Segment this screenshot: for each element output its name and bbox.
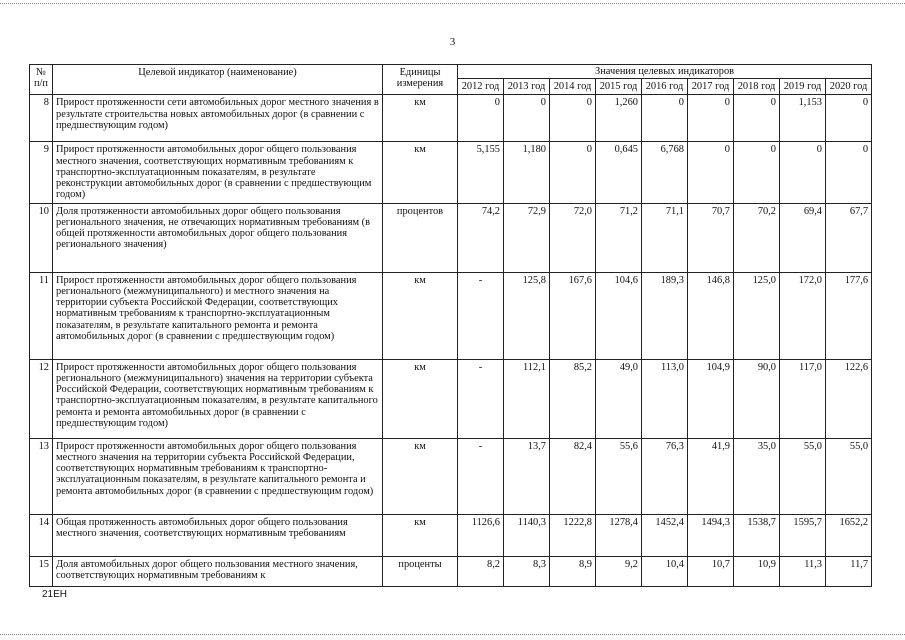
value-cell: 8,2 xyxy=(458,556,504,586)
value-cell: 172,0 xyxy=(780,272,826,359)
value-cell: 82,4 xyxy=(550,438,596,514)
table-row xyxy=(30,514,872,556)
value-cell: 0 xyxy=(550,95,596,142)
value-cell: 35,0 xyxy=(734,438,780,514)
value-cell: 104,9 xyxy=(688,359,734,438)
header-year: 2016 год xyxy=(642,79,688,95)
value-cell: 41,9 xyxy=(688,438,734,514)
value-cell: 0 xyxy=(458,95,504,142)
header-year: 2012 год xyxy=(458,79,504,95)
value-cell: 74,2 xyxy=(458,203,504,272)
table-row xyxy=(30,438,872,514)
value-cell: 55,0 xyxy=(826,438,872,514)
value-cell: 8,3 xyxy=(504,556,550,586)
unit-cell: проценты xyxy=(383,556,458,586)
value-cell: 9,2 xyxy=(596,556,642,586)
header-year: 2017 год xyxy=(688,79,734,95)
header-values: Значения целевых индикаторов xyxy=(458,65,872,79)
value-cell: 55,0 xyxy=(780,438,826,514)
indicators-table xyxy=(29,64,872,587)
table-row xyxy=(30,203,872,272)
value-cell: 1494,3 xyxy=(688,514,734,556)
value-cell: - xyxy=(458,359,504,438)
header-year: 2019 год xyxy=(780,79,826,95)
indicator-name: Прирост протяженности автомобильных дорог общего пользования регионального (межмуниципального) и местного значения на территории субъекта Российской Федерации, соответствующих нормативным требованиям к транспортно-эксплуатационным показателям, в результате капитального ремонта и ремонта автомобильных дорог (в сравнении с предшествующим годом) xyxy=(53,272,383,359)
row-number: 13 xyxy=(30,438,53,514)
value-cell: - xyxy=(458,272,504,359)
value-cell: - xyxy=(458,438,504,514)
table-row xyxy=(30,272,872,359)
value-cell: 11,3 xyxy=(780,556,826,586)
indicator-name: Прирост протяженности автомобильных дорог общего пользования регионального (межмуниципального) значения на территории субъекта Российской Федерации, соответствующих нормативным требованиям к транспортно-эксплуатационным показателям, в результате капитального ремонта и ремонта автомобильных дорог (в сравнении с предшествующим годом) xyxy=(53,359,383,438)
value-cell: 104,6 xyxy=(596,272,642,359)
row-number: 8 xyxy=(30,95,53,142)
row-number: 14 xyxy=(30,514,53,556)
value-cell: 1652,2 xyxy=(826,514,872,556)
row-number: 11 xyxy=(30,272,53,359)
value-cell: 146,8 xyxy=(688,272,734,359)
value-cell: 0 xyxy=(688,95,734,142)
value-cell: 189,3 xyxy=(642,272,688,359)
page-number: 3 xyxy=(449,36,456,48)
value-cell: 0 xyxy=(550,142,596,203)
row-number: 12 xyxy=(30,359,53,438)
value-cell: 11,7 xyxy=(826,556,872,586)
value-cell: 0 xyxy=(734,142,780,203)
value-cell: 1,180 xyxy=(504,142,550,203)
value-cell: 71,2 xyxy=(596,203,642,272)
value-cell: 1278,4 xyxy=(596,514,642,556)
value-cell: 10,9 xyxy=(734,556,780,586)
value-cell: 90,0 xyxy=(734,359,780,438)
value-cell: 8,9 xyxy=(550,556,596,586)
header-year: 2018 год xyxy=(734,79,780,95)
value-cell: 49,0 xyxy=(596,359,642,438)
table-row xyxy=(30,556,872,586)
value-cell: 70,2 xyxy=(734,203,780,272)
value-cell: 0 xyxy=(688,142,734,203)
header-name: Целевой индикатор (наименование) xyxy=(53,65,383,95)
value-cell: 125,0 xyxy=(734,272,780,359)
row-number: 15 xyxy=(30,556,53,586)
value-cell: 69,4 xyxy=(780,203,826,272)
value-cell: 10,4 xyxy=(642,556,688,586)
value-cell: 177,6 xyxy=(826,272,872,359)
table-row xyxy=(30,95,872,142)
table-body xyxy=(30,95,872,586)
footer-code: 21ЕН xyxy=(42,589,68,600)
unit-cell: км xyxy=(383,272,458,359)
value-cell: 5,155 xyxy=(458,142,504,203)
value-cell: 71,1 xyxy=(642,203,688,272)
header-num: № п/п xyxy=(30,65,53,95)
value-cell: 125,8 xyxy=(504,272,550,359)
value-cell: 13,7 xyxy=(504,438,550,514)
header-unit: Единицы измерения xyxy=(383,65,458,95)
value-cell: 67,7 xyxy=(826,203,872,272)
header-year: 2015 год xyxy=(596,79,642,95)
value-cell: 1595,7 xyxy=(780,514,826,556)
unit-cell: км xyxy=(383,95,458,142)
value-cell: 167,6 xyxy=(550,272,596,359)
value-cell: 1538,7 xyxy=(734,514,780,556)
header-year: 2014 год xyxy=(550,79,596,95)
indicator-name: Общая протяженность автомобильных дорог общего пользования местного значения, соответствующих нормативным требованиям xyxy=(53,514,383,556)
value-cell: 0 xyxy=(826,142,872,203)
value-cell: 72,9 xyxy=(504,203,550,272)
header-row-1 xyxy=(30,65,872,79)
value-cell: 1,260 xyxy=(596,95,642,142)
value-cell: 122,6 xyxy=(826,359,872,438)
value-cell: 6,768 xyxy=(642,142,688,203)
value-cell: 70,7 xyxy=(688,203,734,272)
value-cell: 1,153 xyxy=(780,95,826,142)
value-cell: 0 xyxy=(826,95,872,142)
value-cell: 113,0 xyxy=(642,359,688,438)
value-cell: 1126,6 xyxy=(458,514,504,556)
unit-cell: процентов xyxy=(383,203,458,272)
unit-cell: км xyxy=(383,142,458,203)
scan-edge-bottom xyxy=(0,634,905,635)
indicator-name: Прирост протяженности сети автомобильных дорог местного значения в результате строительства новых автомобильных дорог (в сравнении с предшествующим годом) xyxy=(53,95,383,142)
value-cell: 10,7 xyxy=(688,556,734,586)
value-cell: 1140,3 xyxy=(504,514,550,556)
indicator-name: Прирост протяженности автомобильных дорог общего пользования местного значения, соответствующих нормативным требованиям к транспортно-эксплуатационным показателям, в результате реконструкции автомобильных дорог (в сравнении с предшествующим годом) xyxy=(53,142,383,203)
unit-cell: км xyxy=(383,514,458,556)
row-number: 10 xyxy=(30,203,53,272)
value-cell: 0 xyxy=(780,142,826,203)
header-year: 2013 год xyxy=(504,79,550,95)
row-number: 9 xyxy=(30,142,53,203)
value-cell: 0 xyxy=(734,95,780,142)
indicator-name: Доля автомобильных дорог общего пользования местного значения, соответствующих нормативным требованиям к xyxy=(53,556,383,586)
value-cell: 55,6 xyxy=(596,438,642,514)
header-year: 2020 год xyxy=(826,79,872,95)
value-cell: 112,1 xyxy=(504,359,550,438)
value-cell: 76,3 xyxy=(642,438,688,514)
value-cell: 72,0 xyxy=(550,203,596,272)
value-cell: 85,2 xyxy=(550,359,596,438)
value-cell: 0 xyxy=(504,95,550,142)
indicator-name: Доля протяженности автомобильных дорог общего пользования регионального значения, не отвечающих нормативным требованиям (в общей протяженности автомобильных дорог общего пользования регионального значения) xyxy=(53,203,383,272)
value-cell: 117,0 xyxy=(780,359,826,438)
unit-cell: км xyxy=(383,359,458,438)
indicator-name: Прирост протяженности автомобильных дорог общего пользования местного значения на территории субъекта Российской Федерации, соответствующих нормативным требованиям к транспортно-эксплуатационным показателям, в результате капитального ремонта и ремонта автомобильных дорог (в сравнении с предшествующим годом) xyxy=(53,438,383,514)
value-cell: 1452,4 xyxy=(642,514,688,556)
value-cell: 0,645 xyxy=(596,142,642,203)
scan-edge-top xyxy=(0,3,905,4)
value-cell: 1222,8 xyxy=(550,514,596,556)
value-cell: 0 xyxy=(642,95,688,142)
table-row xyxy=(30,142,872,203)
table-row xyxy=(30,359,872,438)
unit-cell: км xyxy=(383,438,458,514)
